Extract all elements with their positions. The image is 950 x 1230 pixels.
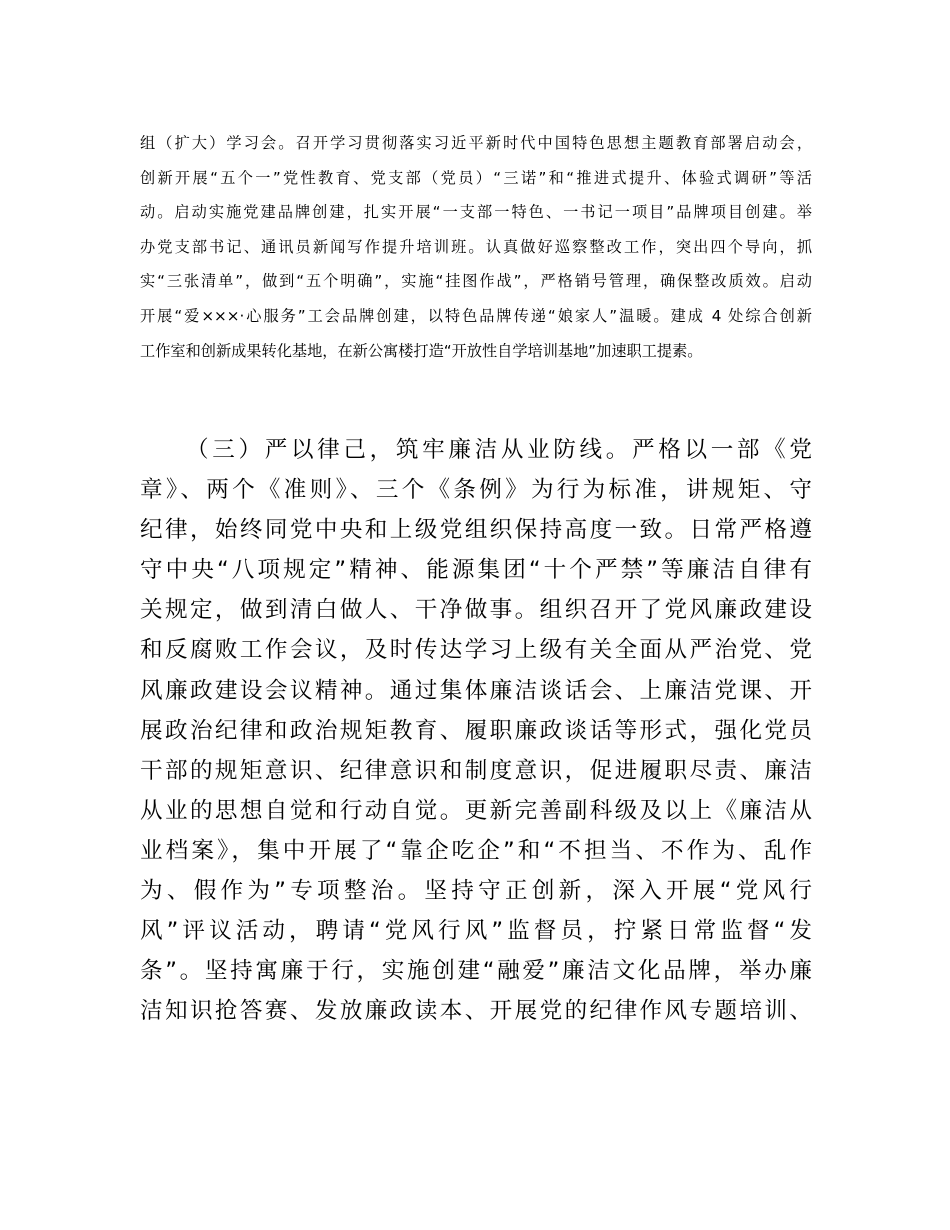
paragraph-integrity-section — [140, 430, 812, 1031]
text-line: 工作室和创新成果转化基地，在新公寓楼打造“开放性自学培训基地”加速职工提素。 — [140, 341, 703, 360]
text-line: 办党支部书记、通讯员新闻写作提升培训班。认真做好巡察整改工作，突出四个导向，抓 — [140, 237, 812, 256]
text-line: 组（扩大）学习会。召开学习贯彻落实习近平新时代中国特色思想主题教育部署启动会， — [140, 134, 812, 152]
text-line: 章》、两个《准则》、三个《条例》为行为标准，讲规矩、守 — [140, 477, 812, 504]
text-line: 条”。坚持寓廉于行，实施创建“融爱”廉洁文化品牌，举办廉 — [140, 958, 812, 985]
text-line: 展政治纪律和政治规矩教育、履职廉政谈话等形式，强化党员 — [140, 717, 812, 744]
text-line: 和反腐败工作会议，及时传达学习上级有关全面从严治党、党 — [140, 637, 812, 664]
text-line: 风廉政建设会议精神。通过集体廉洁谈话会、上廉洁党课、开 — [140, 677, 812, 704]
text-line: 从业的思想自觉和行动自觉。更新完善副科级及以上《廉洁从 — [140, 797, 812, 824]
text-line: 洁知识抢答赛、发放廉政读本、开展党的纪律作风专题培训、 — [140, 998, 812, 1025]
text-line: 创新开展“五个一”党性教育、党支部（党员）“三诺”和“推进式提升、体验式调研”等活 — [140, 168, 812, 187]
text-line: 关规定，做到清白做人、干净做事。组织召开了党风廉政建设 — [140, 597, 812, 624]
text-line: 业档案》，集中开展了“靠企吃企”和“不担当、不作为、乱作 — [140, 837, 812, 864]
paragraph-party-building-activities — [140, 126, 812, 368]
text-line: 风”评议活动，聘请“党风行风”监督员，拧紧日常监督“发 — [140, 918, 812, 945]
text-line: 实“三张清单”，做到“五个明确”，实施“挂图作战”，严格销号管理，确保整改质效。启动 — [140, 272, 812, 291]
text-line: 开展“爱×××·心服务”工会品牌创建，以特色品牌传递“娘家人”温暖。建成 4 处综合创新 — [140, 306, 812, 325]
text-line: 干部的规矩意识、纪律意识和制度意识，促进履职尽责、廉洁 — [140, 757, 812, 784]
text-line: 纪律，始终同党中央和上级党组织保持高度一致。日常严格遵 — [140, 517, 812, 544]
text-line: 为、假作为”专项整治。坚持守正创新，深入开展“党风行 — [140, 878, 812, 905]
text-line: 动。启动实施党建品牌创建，扎实开展“一支部一特色、一书记一项目”品牌项目创建。举 — [140, 203, 812, 222]
section-heading-line: （三）严以律己，筑牢廉洁从业防线。严格以一部《党 — [186, 437, 812, 463]
text-line: 守中央“八项规定”精神、能源集团“十个严禁”等廉洁自律有 — [140, 557, 812, 584]
